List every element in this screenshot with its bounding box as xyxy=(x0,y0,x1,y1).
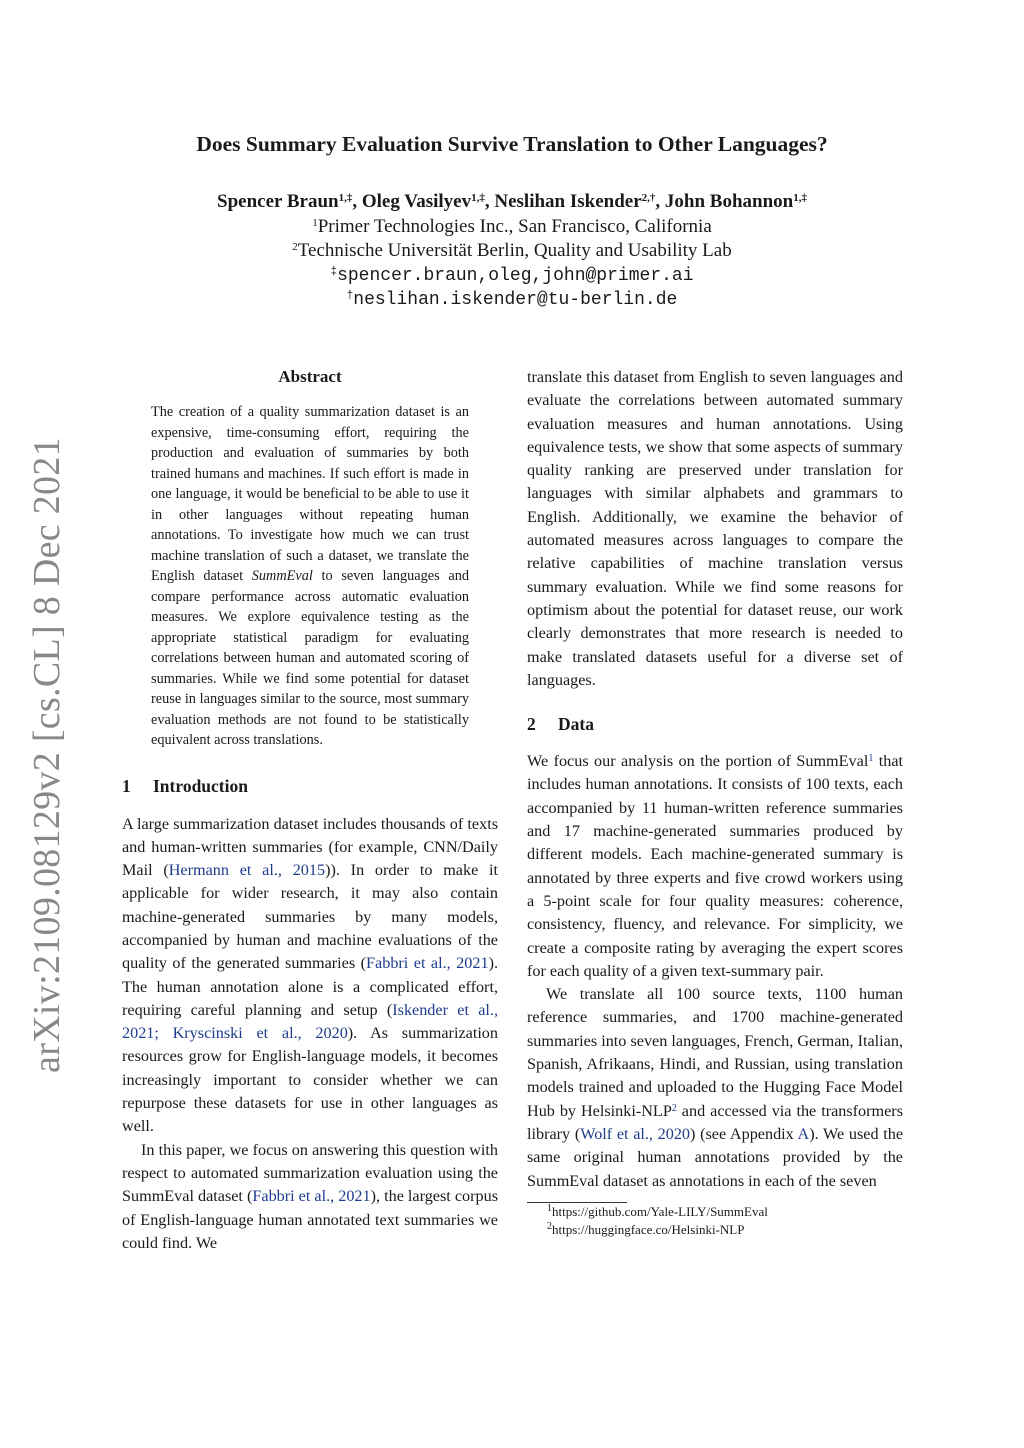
dataset-name: SummEval xyxy=(251,568,313,584)
paragraph-text: )). In order to make it applicable for wider research, it may also contain machine-generated summaries by many models, accompanied by human and machine evaluations of the quality of the generated summaries ( xyxy=(122,861,499,973)
right-column xyxy=(527,366,903,1239)
citation-link[interactable]: Wolf et al., 2020 xyxy=(580,1124,691,1143)
author-separator: , xyxy=(352,191,362,212)
author-name: Neslihan Iskender xyxy=(494,191,642,212)
abstract-text: The creation of a quality summarization dataset is an expensive, time-consuming effort, requiring the production and evaluation of summaries by both trained humans and machines. If such effort is made in one language, it would be beneficial to be able to use it in other languages without repeating human annotations. To investigate how much we can trust machine translation of such a dataset, we translate the English dataset xyxy=(151,404,469,584)
paragraph-text: We translate all 100 source texts, 1100 human reference summaries, and 1700 machine-generated summaries into seven languages, French, German, Italian, Spanish, Afrikaans, Hindi, and Russian, using translation models trained and uploaded to the Hugging Face Model Hub by Helsinki-NLP xyxy=(527,985,903,1120)
section-title: Introduction xyxy=(153,775,248,796)
email-line xyxy=(0,264,1024,289)
citation-link[interactable]: Fabbri et al., 2021 xyxy=(366,954,489,973)
paragraph-text: ) (see Appendix xyxy=(690,1124,798,1143)
author-marks: 1,‡ xyxy=(471,192,485,204)
affiliation-line xyxy=(0,239,1024,264)
paragraph-text: A large summarization dataset includes thousands of texts and human-written summaries (for example, CNN/Daily Mail ( xyxy=(122,814,498,880)
affiliation-mark: 2 xyxy=(292,241,298,253)
author-marks: 2,† xyxy=(641,192,656,204)
citation-link[interactable]: Iskender et al., 2021; Kryscinski et al., 2020 xyxy=(122,1000,498,1043)
footnote-mark: 2 xyxy=(547,1220,552,1232)
paragraph-text: ). The human annotation alone is a complicated effort, requiring careful planning and setup ( xyxy=(122,954,498,1019)
introduction-heading xyxy=(122,774,498,798)
footnote-mark: 1 xyxy=(547,1202,552,1214)
paragraph-text: and accessed via the transformers library ( xyxy=(527,1101,903,1143)
abstract-text: to seven languages and compare performance across automatic evaluation measures. We explore equivalence testing as the appropriate statistical paradigm for evaluating correlations between human and automated scoring of summaries. While we find some potential for dataset reuse in languages similar to the source, most summary evaluation methods are not found to be statistically equivalent across translations. xyxy=(151,568,470,748)
email-line xyxy=(0,288,1024,313)
citation-link[interactable]: Fabbri et al., 2021 xyxy=(252,1187,371,1206)
footnote-ref[interactable]: 1 xyxy=(868,753,874,765)
paragraph-text: ). As summarization resources grow for English-language models, it becomes increasingly important to consider whether we can repurpose these datasets for use in other languages as well. xyxy=(122,1024,498,1136)
data-paragraph xyxy=(527,750,903,983)
data-heading xyxy=(527,712,903,736)
intro-paragraph xyxy=(122,1139,498,1255)
section-title: Data xyxy=(558,714,594,735)
author-marks: 1,‡ xyxy=(793,192,807,204)
abstract-heading: Abstract xyxy=(278,367,342,386)
email-mark: ‡ xyxy=(330,265,338,278)
intro-continuation-paragraph: translate this dataset from English to seven languages and evaluate the correlations between automated summary evaluation measures and human annotations. Using equivalence tests, we show that some aspects of summary quality ranking are preserved under translation for languages with similar alphabets and grammars to English. Additionally, we examine the behavior of automated measures across languages to compare the relative capabilities of machine translation versus summary evaluation. While we find some reasons for optimism about the potential for dataset reuse, our work clearly demonstrates that more research is needed to make translated datasets useful for a diverse set of languages. xyxy=(527,368,903,689)
affiliation-text: Technische Universität Berlin, Quality and Usability Lab xyxy=(297,240,732,261)
footnote-ref[interactable]: 2 xyxy=(671,1102,677,1114)
footnote xyxy=(527,1203,903,1221)
paragraph-text: ). We used the same original human annotations provided by the SummEval dataset as annotations in each of the seven xyxy=(527,1124,904,1190)
abstract-body xyxy=(122,402,498,751)
affiliation-mark: 1 xyxy=(312,216,318,229)
footnote-url[interactable]: https://huggingface.co/Helsinki-NLP xyxy=(552,1221,745,1237)
citation-link[interactable]: Hermann et al., 2015 xyxy=(168,861,326,880)
email-text[interactable]: spencer.braun,oleg,john@primer.ai xyxy=(337,265,694,286)
left-column xyxy=(122,366,498,1255)
paragraph-text: that includes human annotations. It consists of 100 texts, each accompanied by 11 human-written reference summaries and 17 machine-generated summaries produced by different models. Each machine-generated summary is annotated by three experts and five crowd workers using a 5-point scale for four quality measures: coherence, consistency, fluency, and relevance. For simplicity, we create a composite rating by averaging the expert scores for each quality of a given text-summary pair. xyxy=(527,752,904,980)
paragraph-text: We focus our analysis on the portion of SummEval xyxy=(527,752,869,771)
paragraph-text: ), the largest corpus of English-language human annotated text summaries we could find. We xyxy=(122,1187,498,1252)
author-separator: , xyxy=(655,191,665,212)
author-names xyxy=(0,190,1024,215)
author-name: Spencer Braun xyxy=(217,191,339,212)
affiliation-line xyxy=(0,215,1024,240)
email-mark: † xyxy=(346,290,354,302)
paragraph-text: In this paper, we focus on answering this question with respect to automated summarization evaluation using the SummEval dataset ( xyxy=(122,1140,498,1206)
author-marks: 1,‡ xyxy=(338,192,353,204)
intro-paragraph xyxy=(122,813,498,1139)
affiliation-text: Primer Technologies Inc., San Francisco, California xyxy=(317,215,712,237)
arxiv-identifier-text: arXiv:2109.08129v2 [cs.CL] 8 Dec 2021 xyxy=(26,437,68,1073)
section-number: 2 xyxy=(527,714,536,735)
appendix-link[interactable]: A xyxy=(797,1124,810,1143)
author-separator: , xyxy=(484,191,495,212)
footnote xyxy=(527,1221,903,1239)
paper-title: Does Summary Evaluation Survive Translation to Other Languages? xyxy=(196,132,828,156)
section-number: 1 xyxy=(122,775,131,796)
author-name: Oleg Vasilyev xyxy=(361,191,472,212)
data-paragraph xyxy=(527,983,903,1193)
footnote-url[interactable]: https://github.com/Yale-LILY/SummEval xyxy=(552,1203,768,1219)
arxiv-identifier-stamp xyxy=(22,437,72,1073)
author-block xyxy=(0,190,1024,313)
author-name: John Bohannon xyxy=(664,191,794,212)
email-text[interactable]: neslihan.iskender@tu-berlin.de xyxy=(353,290,678,310)
